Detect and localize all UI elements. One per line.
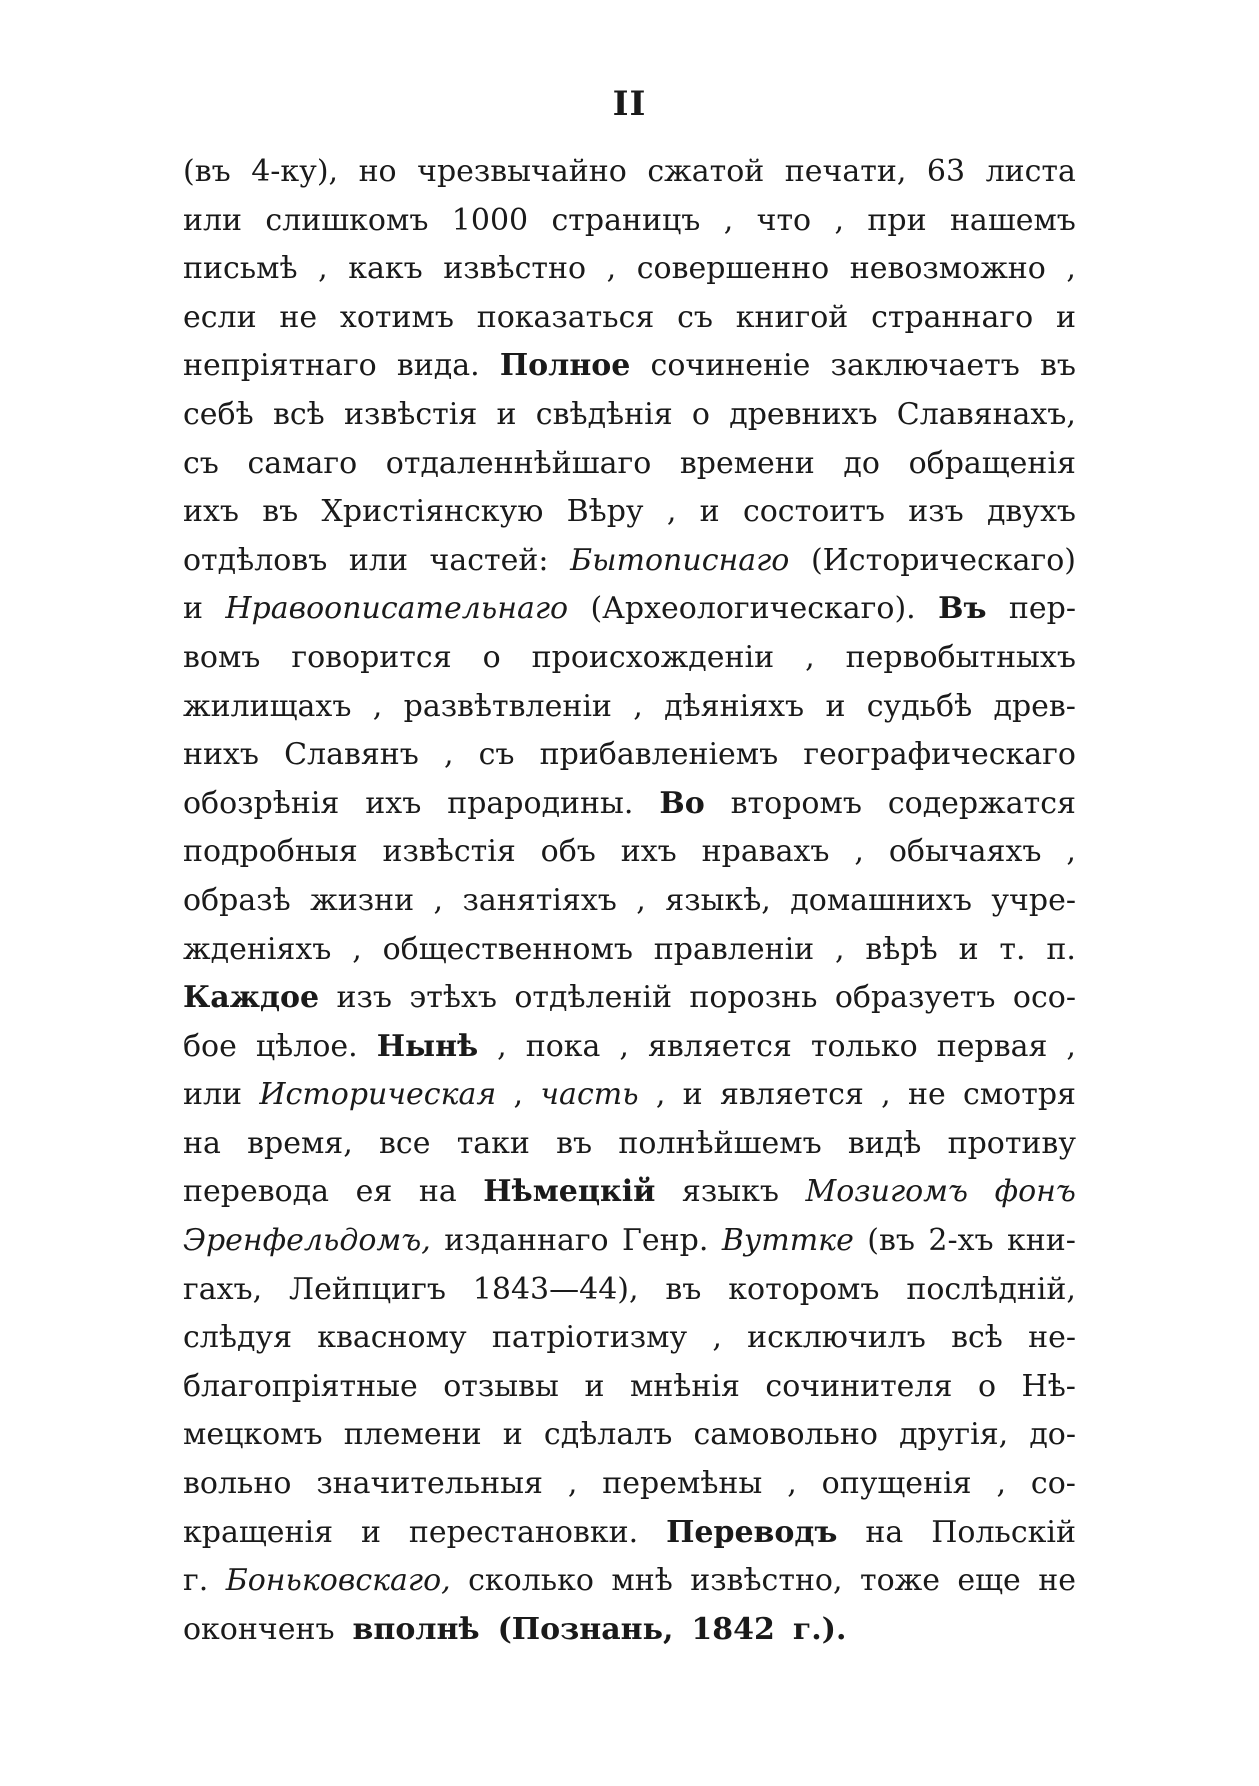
word: и [682,1077,703,1113]
text-line [183,1120,1076,1169]
word: не [908,1077,946,1113]
word: Эренфельдомъ, [183,1223,431,1259]
word: слишкомъ [265,202,429,238]
word: жизни [310,882,415,918]
word: книгой [735,299,849,335]
word: первая [936,1028,1048,1064]
word: другія, [899,1417,1009,1453]
word: отдѣленій [514,980,672,1016]
word: и [502,1417,523,1453]
word: до- [1029,1417,1076,1453]
word: часть [540,1077,639,1113]
word: , [787,1466,797,1502]
word: не [279,299,318,335]
word: , [497,1028,507,1064]
body-text [183,148,1076,1654]
word: показаться [476,299,655,335]
text-line [183,1217,1076,1266]
word: о [482,639,501,675]
word: пока [525,1028,601,1064]
word: отдаленнѣйшаго [385,445,652,481]
word: (Археологическаго). [590,591,916,627]
text-line [183,1023,1076,1072]
word: гахъ, [183,1271,263,1307]
word: или [183,1077,243,1113]
word: двухъ [986,494,1076,530]
word: Историческая [259,1077,497,1113]
word: изданнаго [444,1223,609,1259]
word: и [360,1514,381,1550]
word: , [513,1077,524,1113]
word: и [1056,299,1076,335]
text-line [183,391,1076,440]
word: языкъ [681,1174,779,1210]
text-line [183,488,1076,537]
word: отдѣловъ [183,542,328,578]
word: вольно [183,1466,292,1502]
word: (въ [867,1223,915,1259]
word: г.). [792,1611,847,1647]
word: , [666,494,677,530]
word: оконченъ [183,1611,335,1647]
word: , [352,931,362,967]
word: Славянахъ, [896,396,1076,432]
word: , [606,251,617,287]
word: 63 [926,154,966,189]
word: время, [247,1125,353,1161]
word: говорится [291,639,452,675]
word: полнѣйшемъ [618,1125,822,1161]
word: сжатой [647,154,765,189]
word: ея [355,1174,393,1210]
word: Каждое [183,980,320,1016]
word: обращенія [908,445,1076,481]
word: все [379,1125,431,1161]
word: подробныя [183,834,358,870]
word: племени [343,1417,482,1453]
word: Славянъ [284,737,419,773]
text-line [183,1411,1076,1460]
word: Полное [499,348,631,384]
word: свѣдѣнія [535,396,673,432]
word: Генр. [622,1223,709,1259]
word: и [183,591,203,627]
word: со- [1030,1466,1076,1502]
word: Нѣмецкій [483,1174,656,1210]
word: только [810,1028,918,1064]
word: не [1038,1563,1076,1599]
word: не- [1028,1320,1076,1356]
word: ихъ [365,785,422,821]
word: вполнѣ [352,1611,480,1647]
text-line [183,1266,1076,1315]
word: второмъ [730,785,862,821]
word: , [834,202,845,238]
word: перестановки. [408,1514,639,1550]
word: языкѣ, [665,882,771,918]
word: содержатся [887,785,1076,821]
text-line [183,1557,1076,1606]
word: Во [659,785,705,821]
word: объ [540,834,596,870]
word: совершенно [636,251,830,287]
text-line [183,585,1076,634]
word: до [843,445,880,481]
word: изъ [908,494,964,530]
word: значительныя [316,1466,543,1502]
word: древ- [993,688,1076,724]
text-line [183,1168,1076,1217]
word: Лейпцигъ [289,1271,446,1307]
word: , [835,931,845,967]
word: или [183,202,243,238]
word: состоитъ [742,494,885,530]
word: Нравоописательнаго [225,591,569,627]
text-line [183,245,1076,294]
word: , [318,251,328,287]
word: , [567,1466,578,1502]
word: листа [985,154,1076,189]
word: происхожденіи [531,639,775,675]
word: видѣ [847,1125,922,1161]
word: слѣдуя [183,1320,292,1356]
word: первобытныхъ [845,639,1076,675]
text-line [183,683,1076,732]
word: развѣтвленіи [403,688,612,724]
word: т. [999,931,1026,967]
word: о [691,396,710,432]
word: географическаго [803,737,1076,773]
word: Мозигомъ [805,1174,969,1210]
word: , [881,1077,891,1113]
word: въ [262,494,299,530]
word: самовольно [693,1417,878,1453]
word: извѣстія [382,834,516,870]
word: общественномъ [382,931,633,967]
word: и [584,1368,605,1404]
word: печати, [784,154,907,189]
word: кни- [1007,1223,1076,1259]
word: , [433,882,444,918]
word: пер- [1008,591,1076,627]
word: прибавленіемъ [539,737,779,773]
word: обозрѣнія [183,785,340,821]
word: Бытописнаго [570,542,790,578]
word: непріятнаго [183,348,377,384]
word: (въ [183,154,231,189]
word: образуетъ [834,980,996,1016]
text-line [183,780,1076,829]
text-line [183,1071,1076,1120]
word: перемѣны [602,1466,763,1502]
word: тоже [859,1563,940,1599]
word: (Историческаго) [810,542,1076,578]
word: извѣстно, [690,1563,843,1599]
text-line [183,926,1076,975]
text-line [183,294,1076,343]
word: Переводъ [666,1514,838,1550]
word: самаго [247,445,358,481]
word: жденіяхъ [183,931,332,967]
word: , [443,737,454,773]
word: , [723,202,734,238]
word: 2-хъ [928,1223,994,1259]
word: съ [183,445,219,481]
word: и [699,494,720,530]
word: Въ [938,591,987,627]
word: отзывы [443,1368,559,1404]
text-line [183,1314,1076,1363]
word: , [372,688,383,724]
word: ихъ [183,494,240,530]
text-line [183,342,1076,391]
word: фонъ [994,1174,1076,1210]
word: сочиненіе [650,348,811,384]
word: Нынѣ [376,1028,479,1064]
word: правленіи [653,931,815,967]
word: изъ [336,980,392,1016]
word: Боньковскаго, [225,1563,451,1599]
word: страницъ [551,202,701,238]
word: и [958,931,979,967]
word: является [719,1077,864,1113]
word: сколько [468,1563,594,1599]
word: дѣяніяхъ [664,688,805,724]
word: учре- [991,882,1076,918]
word: смотря [963,1077,1076,1113]
word: Вѣру [566,494,644,530]
word: нравахъ [701,834,830,870]
word: этѣхъ [409,980,497,1016]
word: мецкомъ [183,1417,323,1453]
word: вида. [396,348,480,384]
word: всѣ [272,396,325,432]
word: , [655,1077,666,1113]
word: хотимъ [339,299,454,335]
word: письмѣ [183,251,298,287]
word: порознь [689,980,818,1016]
word: 4-ку), [251,154,339,189]
word: заключаетъ [830,348,1020,384]
word: , [633,688,643,724]
word: опущенія [821,1466,972,1502]
word: цѣлое. [255,1028,358,1064]
word: судьбѣ [866,688,973,724]
word: сдѣлалъ [543,1417,673,1453]
text-line [183,1363,1076,1412]
word: съ [677,299,713,335]
word: невозможно [849,251,1046,287]
word: , [1066,834,1076,870]
word: нихъ [183,737,259,773]
text-line [183,731,1076,780]
text-line [183,828,1076,877]
word: , [1066,1028,1076,1064]
word: жилищахъ [183,688,352,724]
word: осо- [1012,980,1076,1016]
word: , [854,834,864,870]
word: что [756,202,812,238]
word: времени [679,445,815,481]
word: которомъ [728,1271,880,1307]
text-line [183,197,1076,246]
text-line [183,1606,1076,1655]
text-line [183,634,1076,683]
word: 1843—44), [472,1271,639,1307]
word: (Познань, [497,1611,674,1647]
word: на [183,1125,221,1161]
word: и [496,396,517,432]
word: благопріятные [183,1368,418,1404]
text-line [183,440,1076,489]
word: Вуттке [721,1223,854,1259]
word: еще [957,1563,1021,1599]
text-line [183,148,1076,197]
word: п. [1046,931,1076,967]
word: въ [556,1125,593,1161]
word: какъ [348,251,423,287]
word: ихъ [620,834,677,870]
word: обычаяхъ [888,834,1042,870]
text-line [183,1509,1076,1558]
word: о [977,1368,997,1404]
word: вомъ [183,639,261,675]
word: и [825,688,846,724]
word: образѣ [183,882,291,918]
word: исключилъ [747,1320,926,1356]
word: противу [947,1125,1076,1161]
word: , [619,1028,629,1064]
word: , [1066,251,1076,287]
word: является [647,1028,792,1064]
word: если [183,299,257,335]
word: въ [665,1271,702,1307]
word: въ [1039,348,1076,384]
word: Христіянскую [321,494,544,530]
word: квасному [317,1320,467,1356]
word: или [348,542,408,578]
word: съ [478,737,515,773]
text-line [183,1460,1076,1509]
text-line [183,877,1076,926]
word: занятіяхъ [462,882,617,918]
text-line [183,974,1076,1023]
word: себѣ [183,396,254,432]
word: извѣстно [443,251,587,287]
word: послѣдній, [906,1271,1076,1307]
word: при [867,202,927,238]
word: чрезвычайно [417,154,627,189]
word: Польскій [931,1514,1076,1550]
word: на [418,1174,457,1210]
word: вѣрѣ [865,931,938,967]
word: перевода [183,1174,330,1210]
word: таки [456,1125,530,1161]
word: мнѣ [611,1563,673,1599]
word: кращенія [183,1514,333,1550]
word: , [636,882,646,918]
word: древнихъ [729,396,878,432]
word: , [712,1320,722,1356]
page-number: II [612,84,647,124]
word: сочинителя [765,1368,953,1404]
text-line [183,537,1076,586]
word: бое [183,1028,237,1064]
word: , [996,1466,1006,1502]
word: извѣстія [344,396,478,432]
word: нашемъ [949,202,1076,238]
word: домашнихъ [790,882,972,918]
word: 1000 [451,202,529,238]
word: патріотизму [491,1320,688,1356]
word: г. [183,1563,209,1599]
word: Нѣ- [1021,1368,1076,1404]
word: страннаго [871,299,1034,335]
word: частей: [429,542,549,578]
word: 1842 [691,1611,775,1647]
word: прародины. [447,785,634,821]
word: , [805,639,815,675]
word: всѣ [951,1320,1003,1356]
word: мнѣнія [629,1368,740,1404]
word: но [358,154,397,189]
word: на [865,1514,904,1550]
